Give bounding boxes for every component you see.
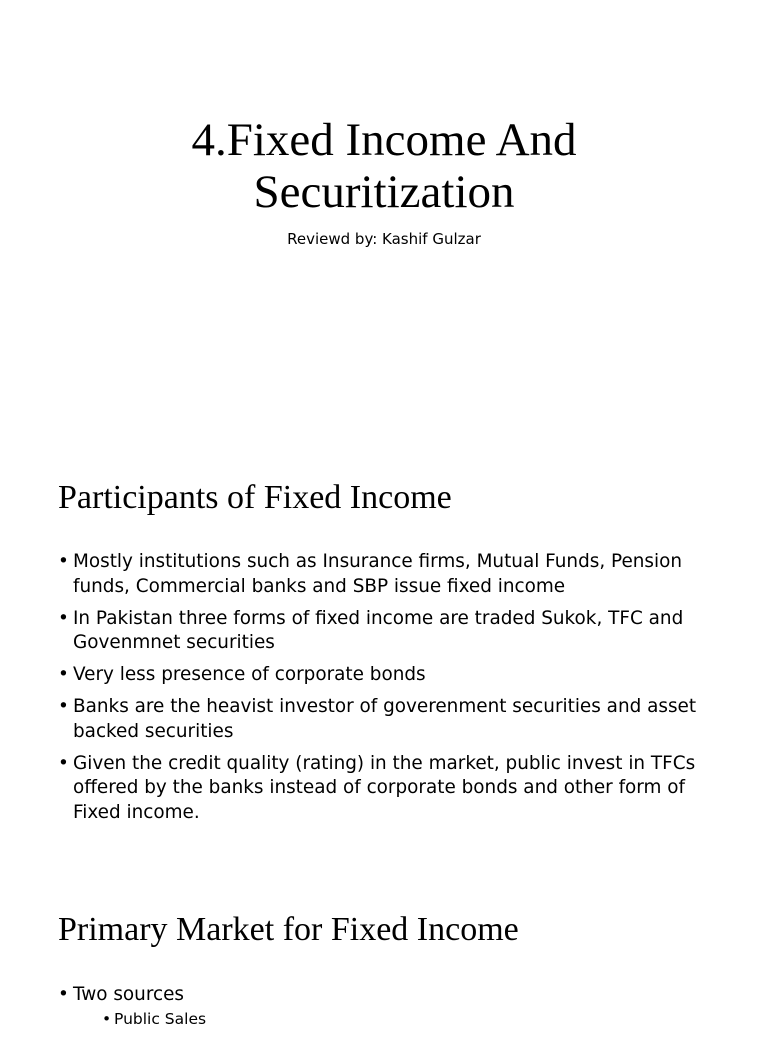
sub-bullet-text: Public Sales (114, 1009, 207, 1028)
sub-list-item (102, 1008, 708, 1030)
bullet-icon: • (58, 607, 69, 629)
primary-market-bullet-list (58, 983, 708, 1037)
list-item (58, 752, 708, 826)
participants-slide (0, 432, 768, 864)
bullet-icon: • (58, 664, 69, 685)
bullet-text: Two sources (73, 984, 184, 1005)
list-item (58, 550, 708, 599)
bullet-icon: • (58, 696, 69, 717)
title-slide (0, 0, 768, 432)
list-item (58, 695, 708, 744)
title-line-1: 4.Fixed Income And (191, 114, 577, 166)
bullet-text: Given the credit quality (rating) in the market, public invest in TFCs offered by the banks instead of corporate bonds and other form of Fixed income. (73, 752, 696, 823)
bullet-icon: • (58, 984, 69, 1005)
list-item (58, 983, 708, 1030)
list-item (58, 607, 708, 656)
participants-bullet-list (58, 550, 708, 833)
bullet-text: Mostly institutions such as Insurance firms, Mutual Funds, Pension funds, Commercial banks and SBP issue fixed income (73, 551, 683, 597)
presentation-title (0, 114, 768, 218)
reviewer-subtitle: Reviewd by: Kashif Gulzar (287, 230, 481, 248)
primary-market-slide (0, 864, 768, 1028)
list-item (58, 663, 708, 688)
sub-bullet-icon: • (102, 1009, 112, 1028)
primary-market-heading: Primary Market for Fixed Income (58, 911, 519, 948)
bullet-text: In Pakistan three forms of fixed income are traded Sukok, TFC and Govenmnet securities (73, 607, 684, 653)
participants-heading: Participants of Fixed Income (58, 479, 452, 516)
sub-bullet-list (73, 1008, 708, 1030)
bullet-icon: • (58, 551, 69, 572)
bullet-text: Banks are the heavist investor of goverenment securities and asset backed securities (73, 696, 697, 742)
bullet-text: Very less presence of corporate bonds (73, 664, 426, 685)
title-line-2: Securitization (253, 166, 515, 218)
bullet-icon: • (58, 752, 69, 774)
